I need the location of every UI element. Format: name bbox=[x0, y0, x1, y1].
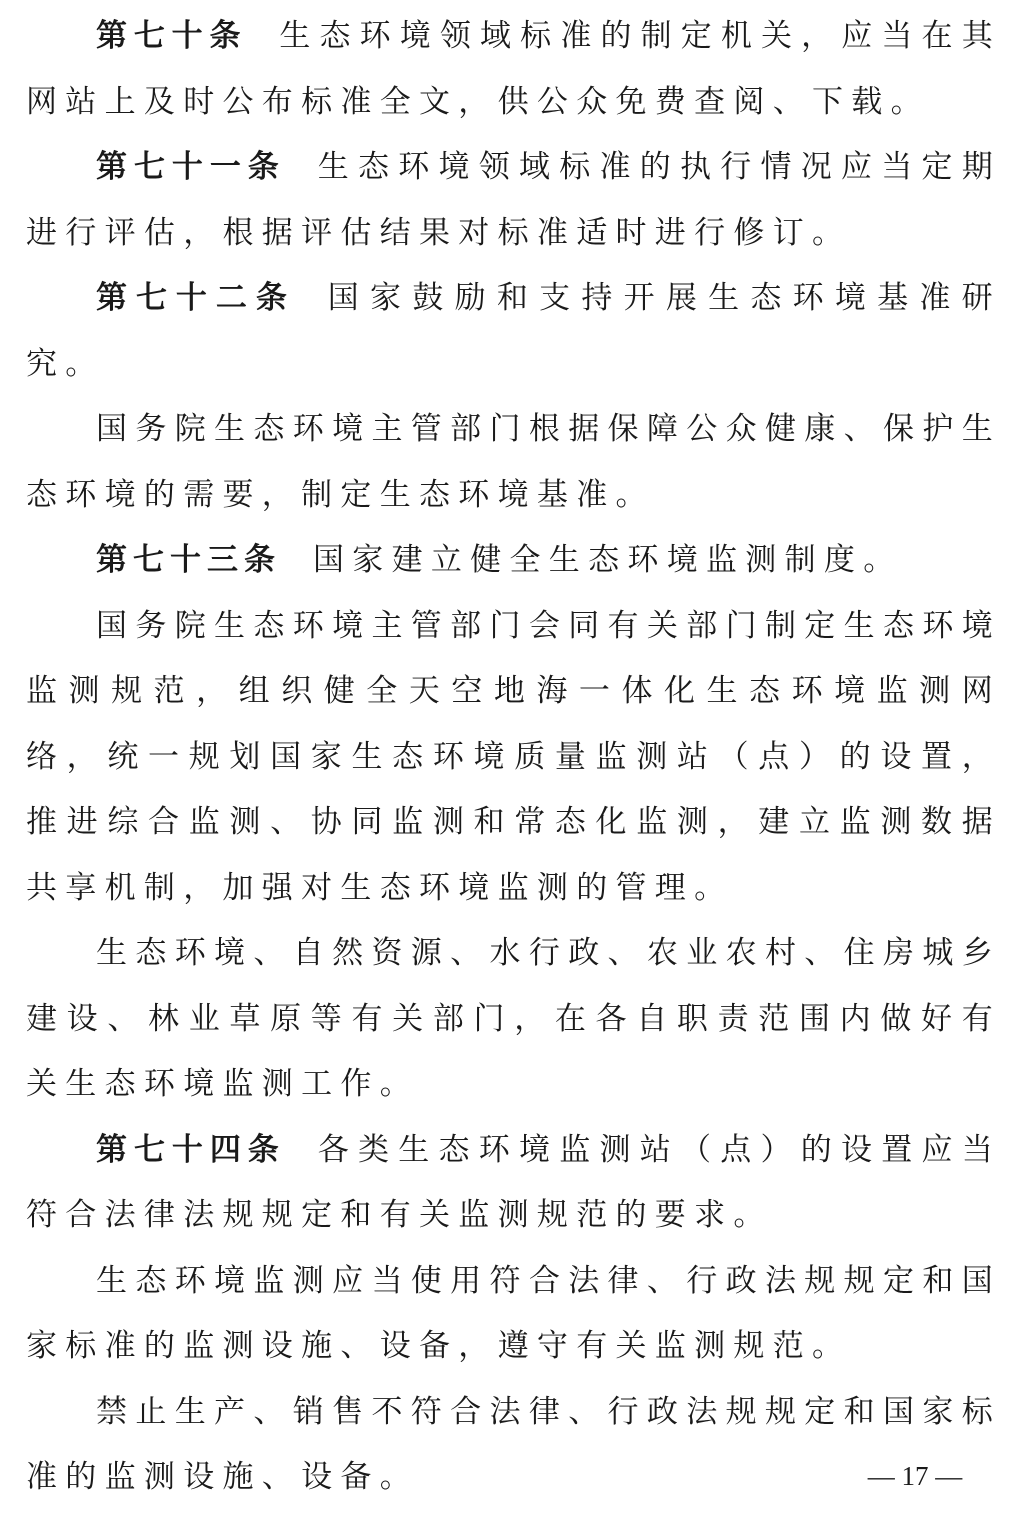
document-body bbox=[26, 4, 1001, 1511]
page-number: — 17 — bbox=[867, 1461, 963, 1491]
paragraph-text: 国家鼓励和支持开展生态环境基准研究。 bbox=[26, 280, 1001, 382]
paragraph-text: 各类生态环境监测站（点）的设置应当符合法律法规规定和有关监测规范的要求。 bbox=[26, 1131, 1002, 1233]
paragraph-text: 国家建立健全生态环境监测制度。 bbox=[313, 542, 903, 578]
paragraph-article-73-clause-3 bbox=[26, 921, 1001, 1118]
article-number: 第七十四条 bbox=[96, 1131, 286, 1168]
paragraph-article-70 bbox=[26, 4, 1001, 135]
article-number: 第七十三条 bbox=[96, 542, 281, 578]
paragraph-article-73 bbox=[26, 528, 1001, 594]
paragraph-text: 禁止生产、销售不符合法律、行政法规规定和国家标准的监测设施、设备。 bbox=[26, 1393, 1001, 1495]
paragraph-article-73-clause-2 bbox=[26, 594, 1001, 922]
paragraph-article-74-clause-2 bbox=[26, 1249, 1001, 1380]
paragraph-article-72 bbox=[26, 266, 1001, 397]
paragraph-article-72-clause-2 bbox=[26, 397, 1001, 528]
paragraph-text: 生态环境、自然资源、水行政、农业农村、住房城乡建设、林业草原等有关部门，在各自职责范围内做好有关生态环境监测工作。 bbox=[26, 935, 1001, 1102]
paragraph-text: 生态环境领域标准的制定机关，应当在其网站上及时公布标准全文，供公众免费查阅、下载。 bbox=[26, 18, 1001, 120]
article-number: 第七十二条 bbox=[96, 280, 296, 316]
article-number: 第七十条 bbox=[96, 18, 248, 54]
paragraph-text: 生态环境领域标准的执行情况应当定期进行评估，根据评估结果对标准适时进行修订。 bbox=[26, 149, 1002, 251]
paragraph-article-74 bbox=[26, 1118, 1001, 1249]
paragraph-text: 国务院生态环境主管部门根据保障公众健康、保护生态环境的需要，制定生态环境基准。 bbox=[26, 411, 1001, 513]
paragraph-text: 国务院生态环境主管部门会同有关部门制定生态环境监测规范，组织健全天空地海一体化生态环境监测网络，统一规划国家生态环境质量监测站（点）的设置，推进综合监测、协同监测和常态化监测，建立监测数据共享机制，加强对生态环境监测的管理。 bbox=[26, 607, 1001, 906]
article-number: 第七十一条 bbox=[96, 149, 286, 185]
paragraph-article-71 bbox=[26, 135, 1001, 266]
paragraph-text: 生态环境监测应当使用符合法律、行政法规规定和国家标准的监测设施、设备，遵守有关监测规范。 bbox=[26, 1262, 1001, 1364]
